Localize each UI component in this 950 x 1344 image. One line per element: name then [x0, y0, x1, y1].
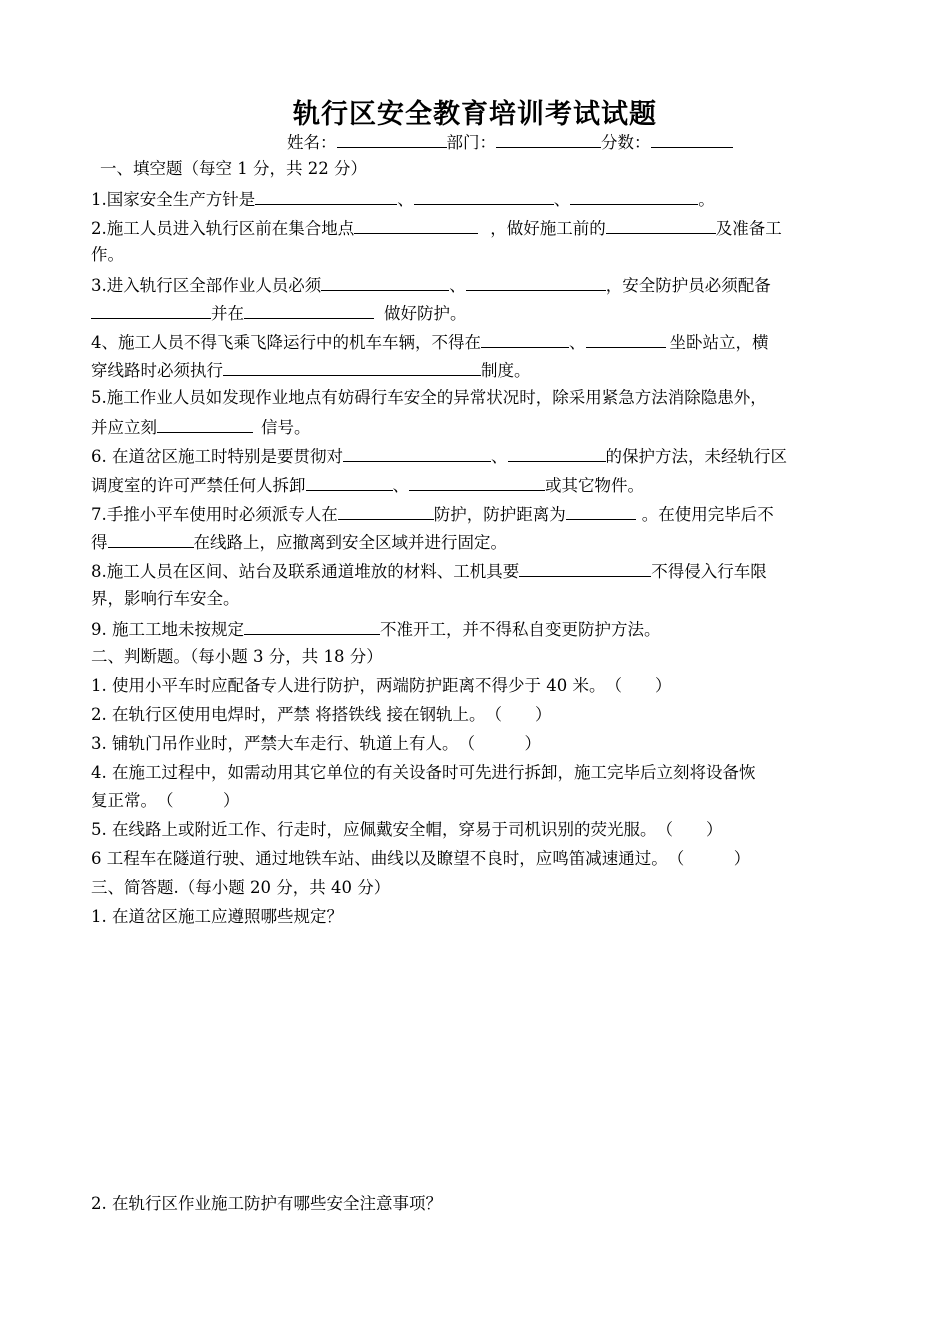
q3-sep: 、	[449, 276, 466, 295]
q3-blank-2[interactable]	[466, 273, 606, 291]
fill-q2-cont: 作。	[91, 245, 124, 264]
q9-text: 9. 施工工地未按规定	[91, 620, 244, 639]
q7-text-2: 防护，防护距离为	[433, 505, 566, 524]
q8-text: 8.施工人员在区间、站台及联系通道堆放的材料、工机具要	[91, 562, 520, 581]
q1-text: 1.国家安全生产方针是	[91, 190, 256, 209]
fill-q2	[91, 216, 782, 240]
q6-blank-2[interactable]	[508, 444, 606, 462]
dept-blank[interactable]	[496, 130, 601, 148]
q8-text-2: 不得侵入行车限	[651, 562, 767, 581]
q4-text-3: 穿线路时必须执行	[91, 361, 223, 380]
judge-item-5	[91, 819, 723, 841]
fill-q4	[91, 330, 769, 354]
judge-5-answer[interactable]: （ ）	[656, 820, 723, 839]
q1-blank-3[interactable]	[570, 187, 698, 205]
q6-blank-1[interactable]	[343, 444, 491, 462]
q3-blank-1[interactable]	[321, 273, 449, 291]
judge-3-text: 3. 铺轨门吊作业时，严禁大车走行、轨道上有人。	[91, 734, 459, 753]
q1-end: 。	[698, 190, 715, 209]
name-blank[interactable]	[337, 130, 447, 148]
judge-4-answer[interactable]: （ ）	[157, 791, 240, 810]
judge-5-text: 5. 在线路上或附近工作、行走时，应佩戴安全帽，穿易于司机识别的荧光服。	[91, 820, 657, 839]
q7-text-4: 得	[91, 533, 108, 552]
judge-4-text-cont: 复正常。	[91, 791, 157, 810]
short-question-2: 2. 在轨行区作业施工防护有哪些安全注意事项？	[91, 1194, 442, 1213]
judge-item-4	[91, 762, 756, 784]
q2-blank-2[interactable]	[606, 216, 716, 234]
q1-blank-1[interactable]	[255, 187, 397, 205]
q1-sep-2: 、	[553, 190, 571, 209]
q2-text-3: 及准备工	[715, 219, 782, 238]
q2-blank-1[interactable]	[354, 216, 478, 234]
dept-label: 部门：	[446, 133, 496, 152]
q9-blank[interactable]	[244, 617, 380, 635]
fill-q7	[91, 502, 774, 526]
q7-text: 7.手推小平车使用时必须派专人在	[91, 505, 338, 524]
q8-blank[interactable]	[519, 559, 651, 577]
q4-text-4: 制度。	[481, 361, 531, 380]
judge-3-answer[interactable]: （ ）	[458, 734, 541, 753]
judge-1-text: 1. 使用小平车时应配备专人进行防护，两端防护距离不得少于 40 米。	[91, 676, 606, 695]
fill-q7-cont	[91, 530, 507, 554]
q4-blank-1[interactable]	[481, 330, 569, 348]
page-title: 轨行区安全教育培训考试试题	[293, 99, 657, 130]
name-label: 姓名：	[287, 133, 337, 152]
score-blank[interactable]	[651, 130, 733, 148]
q3-text-2: ，安全防护员必须配备	[605, 276, 771, 295]
info-line	[287, 130, 733, 154]
section-judge-heading: 二、判断题。（每小题 3 分，共 18 分）	[91, 647, 383, 666]
q1-blank-2[interactable]	[414, 187, 554, 205]
fill-q4-cont	[91, 358, 531, 382]
q7-blank-2[interactable]	[566, 502, 636, 520]
judge-6-text: 6 工程车在隧道行驶、通过地铁车站、曲线以及瞭望不良时，应鸣笛减速通过。	[91, 849, 668, 868]
q6-text-2: 的保护方法，未经轨行区	[605, 447, 787, 466]
q3-text: 3.进入轨行区全部作业人员必须	[91, 276, 322, 295]
fill-q1	[91, 187, 715, 211]
q6-blank-3[interactable]	[306, 473, 393, 491]
q2-text: 2.施工人员进入轨行区前在集合地点	[91, 219, 355, 238]
q5-text-3: 信号。	[261, 418, 311, 437]
judge-item-6	[91, 848, 750, 870]
score-label: 分数：	[601, 133, 651, 152]
fill-q8-cont: 界，影响行车安全。	[91, 589, 240, 608]
fill-q5: 5.施工作业人员如发现作业地点有妨碍行车安全的异常状况时，除采用紧急方法消除隐患外，	[91, 388, 767, 407]
q5-text-2: 并应立刻	[91, 418, 157, 437]
q3-blank-3[interactable]	[91, 301, 211, 319]
section-fill-heading: 一、填空题（每空 1 分，共 22 分）	[100, 159, 367, 178]
q6-sep: 、	[491, 447, 508, 466]
q7-blank-3[interactable]	[108, 530, 194, 548]
judge-item-3	[91, 733, 541, 755]
fill-q3	[91, 273, 771, 297]
q5-blank[interactable]	[157, 415, 253, 433]
q4-text: 4、施工人员不得飞乘飞降运行中的机车车辆，不得在	[91, 333, 481, 352]
fill-q3-cont	[91, 301, 467, 325]
judge-4-text: 4. 在施工过程中，如需动用其它单位的有关设备时可先进行拆卸，施工完毕后立刻将设备恢	[91, 763, 756, 782]
judge-2-text: 2. 在轨行区使用电焊时，严禁 将搭铁线 接在钢轨上。	[91, 705, 486, 724]
q4-text-2: 坐卧站立，横	[669, 333, 769, 352]
q1-sep-1: 、	[397, 190, 414, 209]
q9-text-2: 不准开工，并不得私自变更防护方法。	[380, 620, 661, 639]
q4-sep: 、	[569, 333, 586, 352]
q6-text: 6. 在道岔区施工时特别是要贯彻对	[91, 447, 343, 466]
judge-item-2	[91, 704, 551, 726]
q6-text-3: 调度室的许可严禁任何人拆卸	[91, 476, 306, 495]
judge-6-answer[interactable]: （ ）	[667, 849, 751, 868]
section-short-heading: 三、简答题.（每小题 20 分，共 40 分）	[91, 878, 391, 897]
q3-blank-4[interactable]	[244, 301, 374, 319]
fill-q8	[91, 559, 767, 583]
fill-q6-cont	[91, 473, 644, 497]
fill-q9	[91, 617, 661, 641]
judge-item-4-cont	[91, 790, 240, 812]
q6-sep-2: 、	[392, 476, 409, 495]
q4-blank-2[interactable]	[586, 330, 666, 348]
short-question-1: 1. 在道岔区施工应遵照哪些规定？	[91, 907, 343, 926]
fill-q6	[91, 444, 787, 468]
q3-text-3: 并在	[211, 304, 244, 323]
q7-text-5: 在线路上，应撤离到安全区域并进行固定。	[193, 533, 507, 552]
q6-text-4: 或其它物件。	[545, 476, 644, 495]
q2-text-2: ，做好施工前的	[490, 219, 606, 238]
q6-blank-4[interactable]	[409, 473, 545, 491]
judge-1-answer[interactable]: （ ）	[605, 676, 672, 695]
fill-q5-cont	[91, 415, 311, 439]
judge-2-answer[interactable]: （ ）	[485, 705, 552, 724]
judge-item-1	[91, 675, 671, 697]
q4-blank-3[interactable]	[223, 358, 481, 376]
q7-text-3: 。在使用完毕后不	[641, 505, 774, 524]
q3-text-4: 做好防护。	[384, 304, 467, 323]
q7-blank-1[interactable]	[338, 502, 434, 520]
